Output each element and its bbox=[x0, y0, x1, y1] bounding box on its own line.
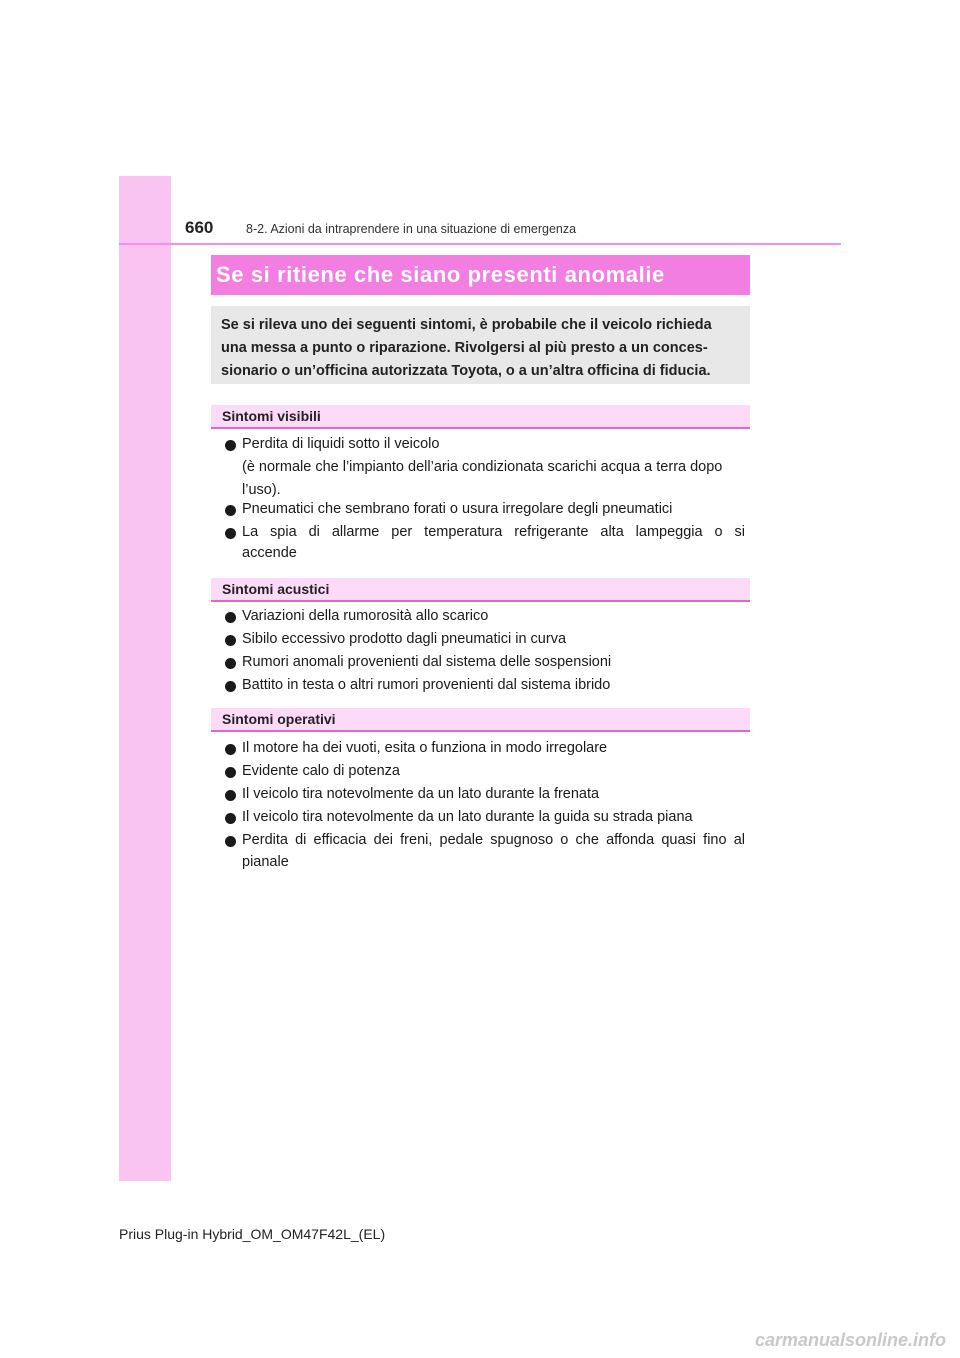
list-item: Il motore ha dei vuoti, esita o funziona in modo irregolare bbox=[242, 740, 608, 756]
bullet-icon bbox=[225, 635, 236, 646]
list-item: Perdita di efficacia dei freni, pedale spugnoso o che affonda quasi fino al bbox=[242, 832, 745, 848]
bullet-icon bbox=[225, 836, 236, 847]
page-number: 660 bbox=[185, 218, 214, 237]
side-tab-band bbox=[119, 176, 171, 1181]
intro-line-3: sionario o un’officina autorizzata Toyota, o a un’altra officina di fiducia. bbox=[221, 363, 711, 379]
list-item-continuation: l’uso). bbox=[242, 482, 281, 498]
list-item: Perdita di liquidi sotto il veicolo bbox=[242, 436, 440, 452]
footer-doc-id: Prius Plug-in Hybrid_OM_OM47F42L_(EL) bbox=[119, 1226, 386, 1242]
bullet-icon bbox=[225, 612, 236, 623]
list-item: Il veicolo tira notevolmente da un lato durante la guida su strada piana bbox=[242, 809, 693, 825]
list-item-continuation: accende bbox=[242, 545, 297, 561]
list-item: Evidente calo di potenza bbox=[242, 763, 400, 779]
bullet-icon bbox=[225, 681, 236, 692]
header-rule bbox=[119, 243, 841, 245]
list-item: La spia di allarme per temperatura refrigerante alta lampeggia o si bbox=[242, 524, 745, 540]
section-heading-visible bbox=[211, 405, 750, 429]
list-item: Sibilo eccessivo prodotto dagli pneumatici in curva bbox=[242, 631, 567, 647]
bullet-icon bbox=[225, 440, 236, 451]
list-item-continuation: pianale bbox=[242, 854, 289, 870]
bullet-icon bbox=[225, 790, 236, 801]
section-heading-label: Sintomi acustici bbox=[222, 581, 330, 597]
intro-line-2: una messa a punto o riparazione. Rivolgersi al più presto a un conces- bbox=[221, 340, 708, 356]
bullet-icon bbox=[225, 505, 236, 516]
section-heading-label: Sintomi operativi bbox=[222, 711, 336, 727]
bullet-icon bbox=[225, 767, 236, 778]
intro-line-1: Se si rileva uno dei seguenti sintomi, è probabile che il veicolo richieda bbox=[221, 317, 712, 333]
watermark: carmanualsonline.info bbox=[754, 1330, 946, 1350]
page-title: Se si ritiene che siano presenti anomalie bbox=[216, 262, 665, 287]
section-heading-label: Sintomi visibili bbox=[222, 408, 321, 424]
list-item: Variazioni della rumorosità allo scarico bbox=[242, 608, 489, 624]
bullet-icon bbox=[225, 658, 236, 669]
intro-box bbox=[211, 306, 750, 384]
section-heading-operative bbox=[211, 708, 750, 732]
running-header: 8-2. Azioni da intraprendere in una situazione di emergenza bbox=[246, 222, 577, 236]
bullet-icon bbox=[225, 528, 236, 539]
title-bar bbox=[211, 255, 750, 295]
bullet-icon bbox=[225, 744, 236, 755]
list-item-continuation: (è normale che l’impianto dell’aria condizionata scarichi acqua a terra dopo bbox=[242, 459, 723, 475]
section-heading-acoustic bbox=[211, 578, 750, 602]
list-item: Battito in testa o altri rumori provenienti dal sistema ibrido bbox=[242, 677, 611, 693]
list-item: Rumori anomali provenienti dal sistema delle sospensioni bbox=[242, 654, 612, 670]
list-item: Pneumatici che sembrano forati o usura irregolare degli pneumatici bbox=[242, 501, 673, 517]
bullet-icon bbox=[225, 813, 236, 824]
list-item: Il veicolo tira notevolmente da un lato durante la frenata bbox=[242, 786, 600, 802]
